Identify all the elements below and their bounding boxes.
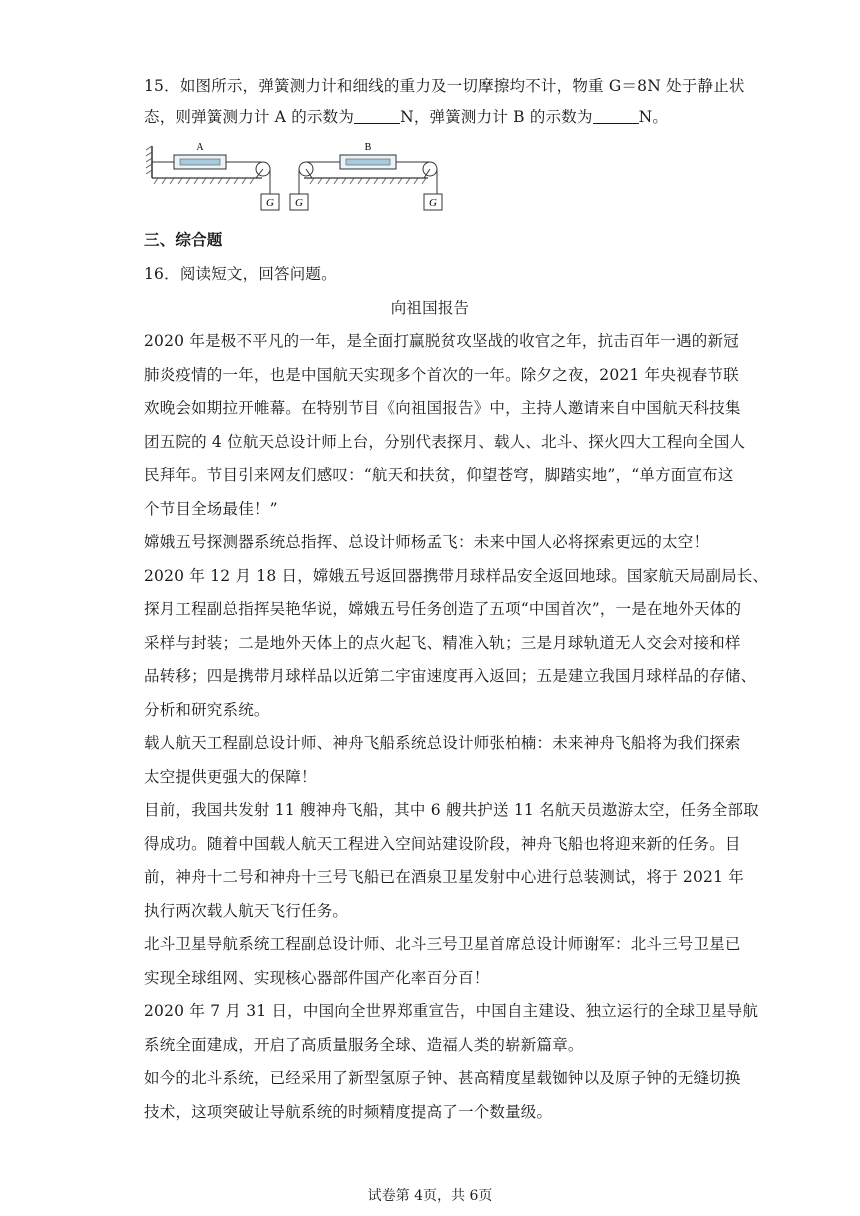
article-line: 民拜年。节目引来网友们感叹：“航天和扶贫，仰望苍穹，脚踏实地”，“单方面宣布这 — [144, 466, 734, 484]
article-line: 欢晚会如期拉开帷幕。在特别节目《向祖国报告》中，主持人邀请来自中国航天科技集 — [144, 399, 741, 417]
article-line: 系统全面建成，开启了高质量服务全球、造福人类的崭新篇章。 — [144, 1036, 584, 1054]
page-footer: 试卷第 4页，共 6页 — [367, 1188, 493, 1204]
answer-blank-a — [354, 109, 400, 124]
q15-text-b: N，弹簧测力计 B 的示数为 — [400, 108, 593, 126]
spring-scale-figure — [144, 138, 444, 218]
article-line: 技术，这项突破让导航系统的时频精度提高了一个数量级。 — [144, 1103, 553, 1121]
article-line: 团五院的 4 位航天总设计师上台，分别代表探月、载人、北斗、探火四大工程向全国人 — [144, 433, 746, 451]
article-line: 肺炎疫情的一年，也是中国航天实现多个首次的一年。除夕之夜，2021 年央视春节联 — [144, 366, 739, 384]
q15-line-2 — [144, 107, 744, 127]
article-line: 前，神舟十二号和神舟十三号飞船已在酒泉卫星发射中心进行总装测试，将于 2021 年 — [144, 868, 745, 886]
setup-a — [146, 142, 279, 210]
article-line: 北斗卫星导航系统工程副总设计师、北斗三号卫星首席总设计师谢军：北斗三号卫星已 — [144, 935, 741, 953]
section-heading: 三、综合题 — [144, 230, 223, 249]
scale-b-label: B — [364, 142, 372, 153]
scale-b-spring — [346, 159, 390, 165]
weight-b-left-label: G — [295, 197, 303, 209]
article-line: 采样与封装；二是地外天体上的点火起飞、精准入轨；三是月球轨道无人交会对接和样 — [144, 634, 741, 652]
q15-text-c: N。 — [638, 108, 669, 126]
article-line: 2020 年 12 月 18 日，嫦娥五号返回器携带月球样品安全返回地球。国家航天局副局长、 — [144, 567, 769, 585]
article-line: 品转移；四是携带月球样品以近第二宇宙速度再入返回；五是建立我国月球样品的存储、 — [144, 667, 757, 685]
table-hatch-b — [310, 178, 426, 184]
article-line: 个节目全场最佳！” — [144, 500, 278, 518]
scale-a-label: A — [196, 142, 204, 153]
article-line: 探月工程副总指挥吴艳华说，嫦娥五号任务创造了五项“中国首次”，一是在地外天体的 — [144, 600, 742, 618]
answer-blank-b — [593, 109, 639, 124]
article-line: 分析和研究系统。 — [144, 701, 270, 719]
article-line: 如今的北斗系统，已经采用了新型氢原子钟、甚高精度星载铷钟以及原子钟的无缝切换 — [144, 1069, 741, 1087]
article-line: 目前，我国共发射 11 艘神舟飞船，其中 6 艘共护送 11 名航天员遨游太空，任务全部取 — [144, 801, 759, 819]
table-hatch-a — [154, 178, 254, 184]
wall-hatch — [146, 146, 152, 174]
q15-text-a: 态，则弹簧测力计 A 的示数为 — [144, 108, 355, 126]
article-line: 2020 年 7 月 31 日，中国向全世界郑重宣告，中国自主建设、独立运行的全球卫星导航 — [144, 1002, 759, 1020]
article-title: 向祖国报告 — [390, 299, 470, 317]
article-line: 2020 年是极不平凡的一年，是全面打赢脱贫攻坚战的收官之年，抗击百年一遇的新冠 — [144, 332, 739, 350]
article-line: 得成功。随着中国载人航天工程进入空间站建设阶段，神舟飞船也将迎来新的任务。目 — [144, 835, 741, 853]
article-line: 太空提供更强大的保障！ — [144, 768, 317, 786]
weight-a-label: G — [266, 197, 274, 209]
q16-intro: 16．阅读短文，回答问题。 — [144, 265, 337, 283]
scale-a-spring — [180, 159, 220, 165]
article-line: 执行两次载人航天飞行任务。 — [144, 902, 349, 920]
article-line: 载人航天工程副总设计师、神舟飞船系统总设计师张柏楠：未来神舟飞船将为我们探索 — [144, 734, 741, 752]
setup-b — [290, 142, 442, 210]
article-line: 嫦娥五号探测器系统总指挥、总设计师杨孟飞：未来中国人必将探索更远的太空！ — [144, 533, 710, 551]
q15-line-1: 15．如图所示，弹簧测力计和细线的重力及一切摩擦均不计，物重 G＝8N 处于静止状 — [144, 77, 745, 95]
article-line: 实现全球组网、实现核心器部件国产化率百分百！ — [144, 969, 490, 987]
weight-b-right-label: G — [429, 197, 437, 209]
